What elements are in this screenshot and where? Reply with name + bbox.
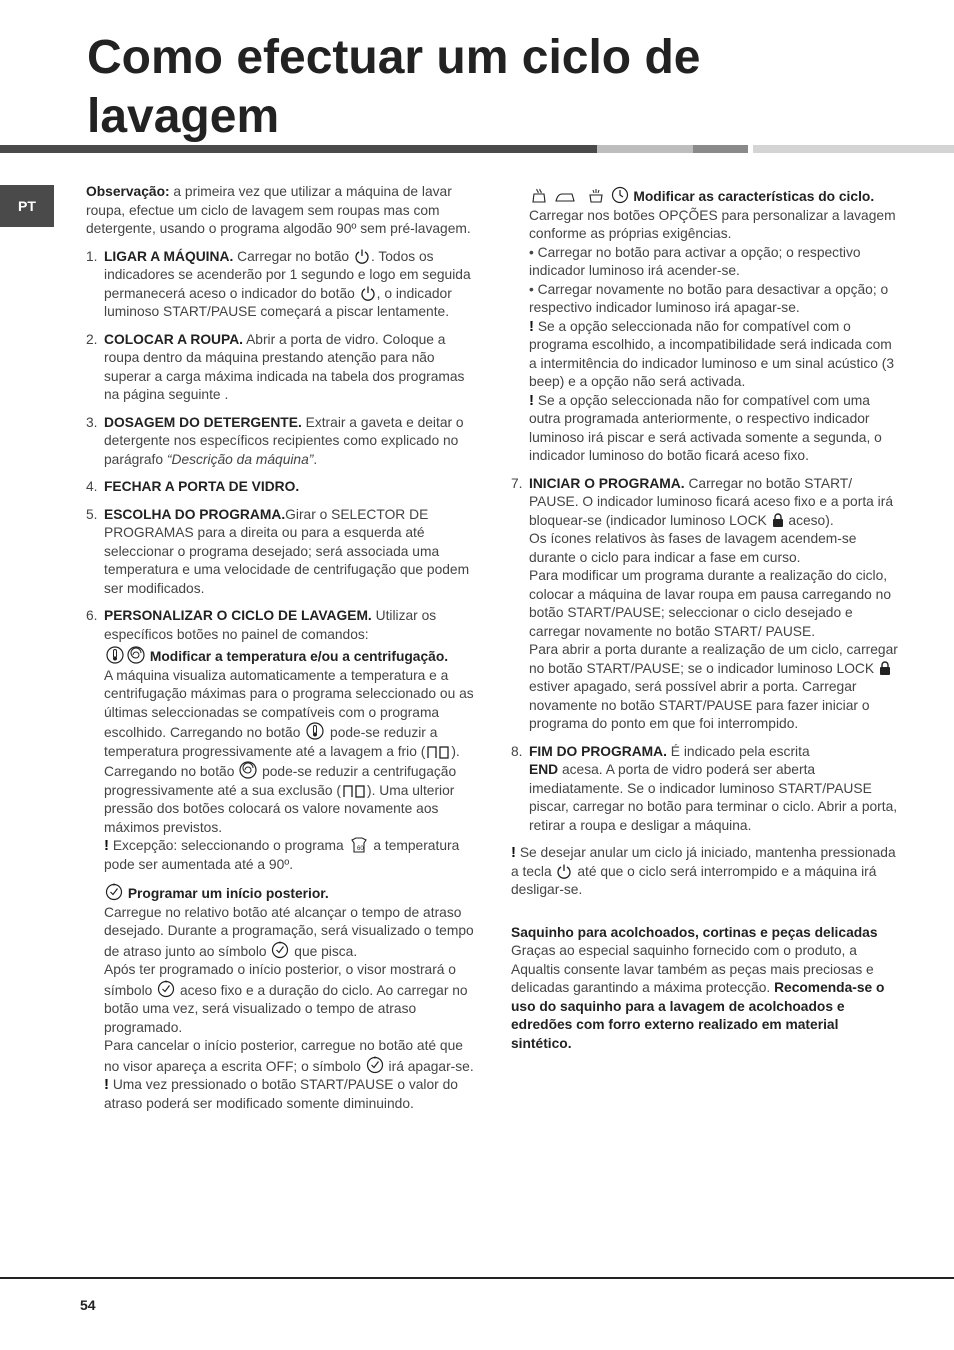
intro-paragraph bbox=[86, 183, 476, 239]
paragraph-text: • Carregar no botão para activar a opção; o respectivo indicador luminoso irá acender-se. bbox=[529, 244, 861, 278]
delay-icon bbox=[105, 883, 123, 901]
step-text: Utilizar os específicos botões no painel de comandos: bbox=[104, 608, 437, 642]
footer-divider bbox=[0, 1277, 954, 1279]
temperature-icon bbox=[105, 646, 125, 664]
step-text: Abrir a porta de vidro. Coloque a roupa dentro da máquina prestando atenção para não superar a carga máxima indicada na tabela dos programas na página seguinte . bbox=[104, 331, 465, 402]
bag-section-heading: Saquinho para acolchoados, cortinas e peças delicadas bbox=[511, 924, 878, 940]
cold-wash-icon bbox=[426, 745, 450, 759]
list-item bbox=[511, 743, 899, 836]
program-icon bbox=[349, 837, 369, 853]
paragraph-text: Para modificar um programa durante a realização do ciclo, colocar a máquina de lavar roupa em pausa carregando no botão START/PAUSE; seleccionar o ciclo desejado e carregar novamente no botão START/ PAUSE. bbox=[529, 568, 892, 639]
steps-list bbox=[86, 248, 476, 1114]
header-bar-mid bbox=[693, 145, 748, 153]
step-number: 5. bbox=[86, 506, 98, 522]
delay-heading: Programar um início posterior. bbox=[127, 886, 329, 901]
step-text: Extrair a gaveta e deitar o detergente nos específicos recipientes como explicado no parágrafo bbox=[104, 414, 464, 467]
page-number: 54 bbox=[80, 1297, 96, 1313]
delay-icon bbox=[366, 1056, 384, 1074]
lock-icon bbox=[879, 661, 891, 676]
bag-section-text bbox=[511, 942, 899, 1053]
warning-mark: ! bbox=[104, 837, 109, 854]
paragraph-text: Graças ao especial saquinho fornecido com o produto, a Aqualtis consente lavar também as peças mais preciosas e delicadas garantindo a máxima protecção. bbox=[511, 943, 874, 995]
header-bar-pale bbox=[753, 145, 954, 153]
paragraph-text: pode-se reduzir a temperatura progressivamente até a lavagem a frio ( bbox=[104, 725, 438, 759]
spin-icon bbox=[239, 761, 257, 779]
paragraph-text: Após ter programado o início posterior, o visor mostrará o símbolo bbox=[104, 962, 456, 998]
paragraph-text: Carregar nos botões OPÇÕES para personalizar a lavagem conforme as próprias exigências. bbox=[529, 207, 896, 241]
paragraph-text: Carregue no relativo botão até alcançar o tempo de atraso desejado. Durante a programação, será visualizado o tempo de atraso junto ao símbolo bbox=[104, 904, 474, 959]
list-item bbox=[86, 478, 476, 497]
step-title: LIGAR A MÁQUINA. bbox=[104, 248, 234, 264]
power-icon bbox=[556, 863, 572, 879]
step-number: 1. bbox=[86, 248, 98, 264]
note-text: até que o ciclo será interrompido e a máquina irá desligar-se. bbox=[511, 863, 877, 897]
paragraph-text: ). Carregando no botão bbox=[104, 743, 460, 779]
list-item bbox=[511, 475, 899, 734]
step-title: INICIAR O PROGRAMA. bbox=[529, 475, 685, 491]
options-heading: Modificar as características do ciclo. bbox=[633, 189, 875, 204]
warning-mark: ! bbox=[104, 1076, 109, 1093]
list-item bbox=[86, 331, 476, 405]
step-text: aceso). bbox=[784, 512, 834, 528]
step-title: FIM DO PROGRAMA. bbox=[529, 743, 667, 759]
rinse-icon bbox=[587, 188, 605, 204]
step-text: , o indicador luminoso START/PAUSE começará a piscar lentamente. bbox=[104, 285, 452, 319]
cancel-note bbox=[511, 844, 899, 900]
step-text: . bbox=[313, 451, 318, 467]
spin-icon bbox=[127, 646, 145, 664]
temperature-icon bbox=[305, 722, 325, 740]
step-number: 4. bbox=[86, 479, 98, 494]
step-title: PERSONALIZAR O CICLO DE LAVAGEM. bbox=[104, 608, 372, 623]
step-number: 7. bbox=[511, 475, 523, 491]
paragraph-text: A máquina visualiza automaticamente a temperatura e a centrifugação máximas para o programa seleccionado ou as últimas seleccionadas se compatíveis com o programa escolhido. Carregando no botão bbox=[104, 667, 474, 740]
temperature-spin-heading: Modificar a temperatura e/ou a centrifugação. bbox=[149, 649, 449, 664]
page-title: Como efectuar um ciclo de lavagem bbox=[87, 31, 701, 143]
steps-list-continued bbox=[511, 475, 899, 836]
note-text: Se a opção seleccionada não for compatível com o programa escolhido, a incompatibilidade será indicada com a intermitência do indicador luminoso e um sinal acústico (3 beep) e a opção não será activada. bbox=[529, 318, 895, 389]
note-text: Se a opção seleccionada não for compatível com uma outra programada anteriormente, o respectivo indicador luminoso irá piscar e será activada somente a segunda, o indicador luminoso do botão ficará aceso fixo. bbox=[529, 392, 882, 463]
time-icon bbox=[611, 186, 629, 204]
warning-mark: ! bbox=[529, 391, 534, 409]
paragraph-text: aceso fixo e a duração do ciclo. Ao carregar no botão uma vez, será visualizado o tempo de atraso programado. bbox=[104, 982, 468, 1035]
step-number: 8. bbox=[511, 743, 523, 759]
step-text: É indicado pela escrita bbox=[666, 743, 810, 759]
step-title: ESCOLHA DO PROGRAMA. bbox=[104, 506, 286, 522]
paragraph-text: irá apagar-se. bbox=[384, 1058, 474, 1074]
step-text: Carregar no botão START/ PAUSE. O indicador luminoso ficará aceso fixo e a porta irá bloquear-se (indicador luminoso LOCK bbox=[529, 475, 894, 528]
list-item bbox=[86, 414, 476, 470]
step-title: FECHAR A PORTA DE VIDRO. bbox=[104, 479, 300, 494]
right-column bbox=[511, 186, 899, 1062]
left-column bbox=[86, 183, 476, 1122]
list-item bbox=[86, 607, 476, 1113]
paragraph-text: Para abrir a porta durante a realização de um ciclo, carregar no botão START/PAUSE; se o indicador luminoso LOCK bbox=[529, 642, 898, 676]
paragraph-text: pode-se reduzir a centrifugação progressivamente até a sua exclusão ( bbox=[104, 764, 457, 798]
step-number: 6. bbox=[86, 608, 98, 623]
end-word: END bbox=[529, 762, 559, 777]
list-item bbox=[86, 248, 476, 322]
step-text: Carregar no botão bbox=[233, 248, 353, 264]
step-text: Girar o SELECTOR DE PROGRAMAS para a direita ou para a esquerda até seleccionar o programa desejado; será associada uma temperatura e uma velocidade de centrifugação que podem ser modificados. bbox=[104, 506, 470, 596]
delay-start-section bbox=[104, 883, 476, 1113]
step-title: COLOCAR A ROUPA. bbox=[104, 331, 243, 347]
lock-icon bbox=[772, 513, 784, 528]
note-text: Uma vez pressionado o botão START/PAUSE o valor do atraso poderá ser modificado somente diminuindo. bbox=[104, 1077, 458, 1111]
step-title: DOSAGEM DO DETERGENTE. bbox=[104, 414, 302, 430]
options-section bbox=[529, 186, 899, 466]
header-bar-dark bbox=[0, 145, 597, 153]
power-icon bbox=[354, 248, 370, 264]
step-italic: “Descrição da máquina” bbox=[166, 451, 314, 467]
step-number: 3. bbox=[86, 414, 98, 430]
step-text: . Todos os indicadores se acenderão por 1 segundo e logo em seguida permanecerá aceso o indicador do botão bbox=[104, 248, 471, 301]
no-spin-icon bbox=[342, 784, 366, 798]
warning-mark: ! bbox=[529, 317, 534, 335]
note-text: Excepção: seleccionando o programa bbox=[109, 838, 348, 853]
list-item bbox=[86, 506, 476, 599]
temperature-spin-section bbox=[104, 646, 476, 874]
intro-text: a primeira vez que utilizar a máquina de lavar roupa, efectue um ciclo de lavagem sem roupas mas com detergente, usando o programa algodão 90º sem pré-lavagem. bbox=[86, 184, 471, 236]
warning-mark: ! bbox=[511, 844, 516, 861]
step-text: acesa. A porta de vidro poderá ser aberta imediatamente. Se o indicador luminoso START/PAUSE piscar, carregar no botão para terminar o ciclo. Abrir a porta, retirar a roupa e desligar a máquina. bbox=[529, 762, 898, 833]
intro-label: Observação: bbox=[86, 184, 170, 199]
stain-icon bbox=[530, 188, 548, 204]
header-bar-light bbox=[597, 145, 693, 153]
note-text: a temperatura pode ser aumentada até a 90º. bbox=[104, 838, 460, 872]
svg-text:60: 60 bbox=[356, 846, 364, 852]
bold-recommendation: Recomenda-se o uso do saquinho para a lavagem de acolchoados e edredões com forro externo realizado em material sintético. bbox=[511, 980, 885, 1051]
step-number: 2. bbox=[86, 331, 98, 347]
iron-icon bbox=[554, 190, 576, 204]
delay-icon bbox=[157, 980, 175, 998]
language-tab: PT bbox=[0, 185, 54, 227]
paragraph-text: que pisca. bbox=[290, 943, 358, 959]
paragraph-text: Os ícones relativos às fases de lavagem acendem-se durante o ciclo para indicar a fase em curso. bbox=[529, 531, 857, 565]
paragraph-text: Para cancelar o início posterior, carregue no botão até que no visor apareça a escrita OFF; o símbolo bbox=[104, 1038, 463, 1074]
note-text: Se desejar anular um ciclo já iniciado, mantenha pressionada a tecla bbox=[511, 845, 896, 879]
paragraph-text: estiver apagado, será possível abrir a porta. Carregar novamente no botão START/PAUSE para fazer iniciar o programa do ponto em que foi interrompido. bbox=[529, 679, 870, 731]
paragraph-text: • Carregar novamente no botão para desactivar a opção; o respectivo indicador luminoso irá apagar-se. bbox=[529, 281, 889, 315]
delay-icon bbox=[271, 941, 289, 959]
power-icon bbox=[360, 285, 376, 301]
paragraph-text: ). Uma ulterior pressão dos botões colocará os valore novamente aos máximos previstos. bbox=[104, 782, 455, 835]
